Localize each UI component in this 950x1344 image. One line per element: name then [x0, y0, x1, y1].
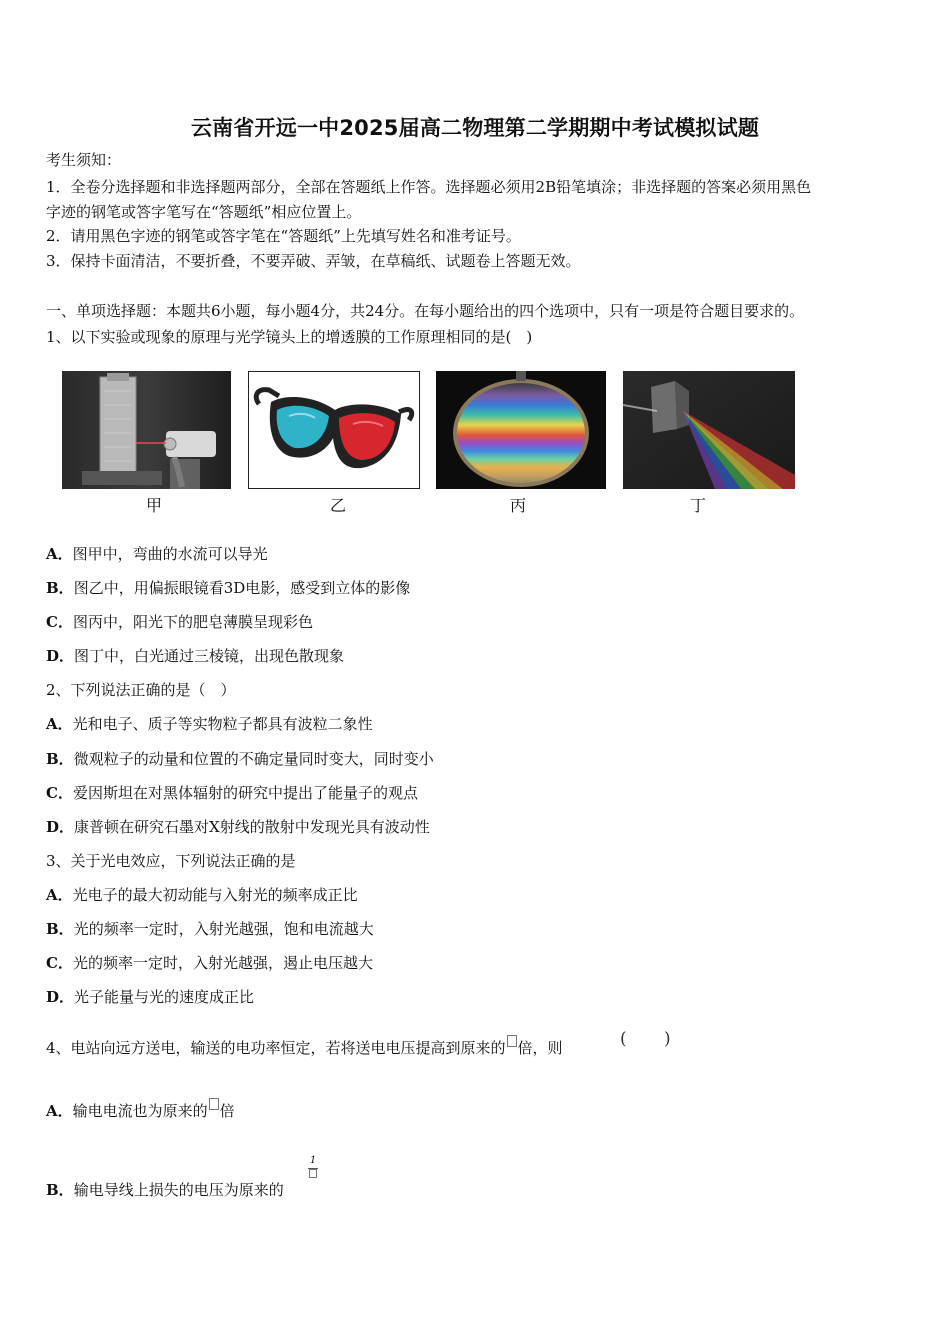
figure-caption: 丙: [510, 496, 527, 515]
page-title: 云南省开远一中2025届高二物理第二学期期中考试模拟试题: [190, 116, 760, 140]
figure-caption: 甲: [146, 496, 163, 515]
blank-paren-right: ): [664, 1029, 671, 1049]
q4-option-b: B．输电导线上损失的电压为原来的: [46, 1181, 284, 1199]
notice-item: 2．请用黑色字迹的钢笔或答字笔在“答题纸”上先填写姓名和准考证号。: [46, 227, 521, 245]
question-2-stem: 2、下列说法正确的是（ ）: [46, 681, 236, 699]
figure-bing: [436, 371, 606, 489]
q1-option-d: D．图丁中，白光通过三棱镜，出现色散现象: [46, 647, 345, 665]
notice-item: 3．保持卡面清洁，不要折叠，不要弄破、弄皱，在草稿纸、试题卷上答题无效。: [46, 252, 581, 270]
q4-option-a: A．输电电流也为原来的 倍: [46, 1098, 235, 1121]
q1-option-b: B．图乙中，用偏振眼镜看3D电影，感受到立体的影像: [46, 579, 411, 597]
figure-jia: [62, 371, 231, 489]
q2-option-c: C．爱因斯坦在对黑体辐射的研究中提出了能量子的观点: [46, 784, 418, 802]
fraction-one-over-n: 1: [307, 1155, 319, 1177]
notice-item: 字迹的钢笔或答字笔写在“答题纸”相应位置上。: [46, 203, 362, 221]
q3-option-c: C．光的频率一定时，入射光越强，遏止电压越大: [46, 954, 373, 972]
question-4-stem: 4、电站向远方送电，输送的电功率恒定，若将送电电压提高到原来的 倍，则: [46, 1035, 563, 1058]
placeholder-symbol: [309, 1169, 317, 1178]
figure-caption: 乙: [330, 496, 347, 515]
q3-option-b: B．光的频率一定时，入射光越强，饱和电流越大: [46, 920, 374, 938]
q1-option-c: C．图丙中，阳光下的肥皂薄膜呈现彩色: [46, 613, 313, 631]
q2-option-b: B．微观粒子的动量和位置的不确定量同时变大，同时变小: [46, 750, 434, 768]
q1-option-a: A．图甲中，弯曲的水流可以导光: [46, 545, 268, 563]
section-heading: 一、单项选择题：本题共6小题，每小题4分，共24分。在每小题给出的四个选项中，只有一项是符合题目要求的。: [46, 302, 805, 320]
notice-item: 1．全卷分选择题和非选择题两部分，全部在答题纸上作答。选择题必须用2B铅笔填涂；非选择题的答案必须用黑色: [46, 178, 812, 196]
notice-heading: 考生须知：: [46, 151, 122, 169]
blank-paren-left: (: [620, 1029, 627, 1049]
q3-option-d: D．光子能量与光的速度成正比: [46, 988, 255, 1006]
figure-ding: [623, 371, 795, 489]
question-1-stem: 1、以下实验或现象的原理与光学镜头上的增透膜的工作原理相同的是( ): [46, 328, 533, 346]
q2-option-a: A．光和电子、质子等实物粒子都具有波粒二象性: [46, 715, 373, 733]
figure-caption: 丁: [690, 496, 707, 515]
question-3-stem: 3、关于光电效应，下列说法正确的是: [46, 852, 296, 870]
placeholder-symbol: [209, 1098, 219, 1110]
q3-option-a: A．光电子的最大初动能与入射光的频率成正比: [46, 886, 358, 904]
figure-yi: [248, 371, 420, 489]
q2-option-d: D．康普顿在研究石墨对X射线的散射中发现光具有波动性: [46, 818, 430, 836]
placeholder-symbol: [507, 1035, 517, 1047]
